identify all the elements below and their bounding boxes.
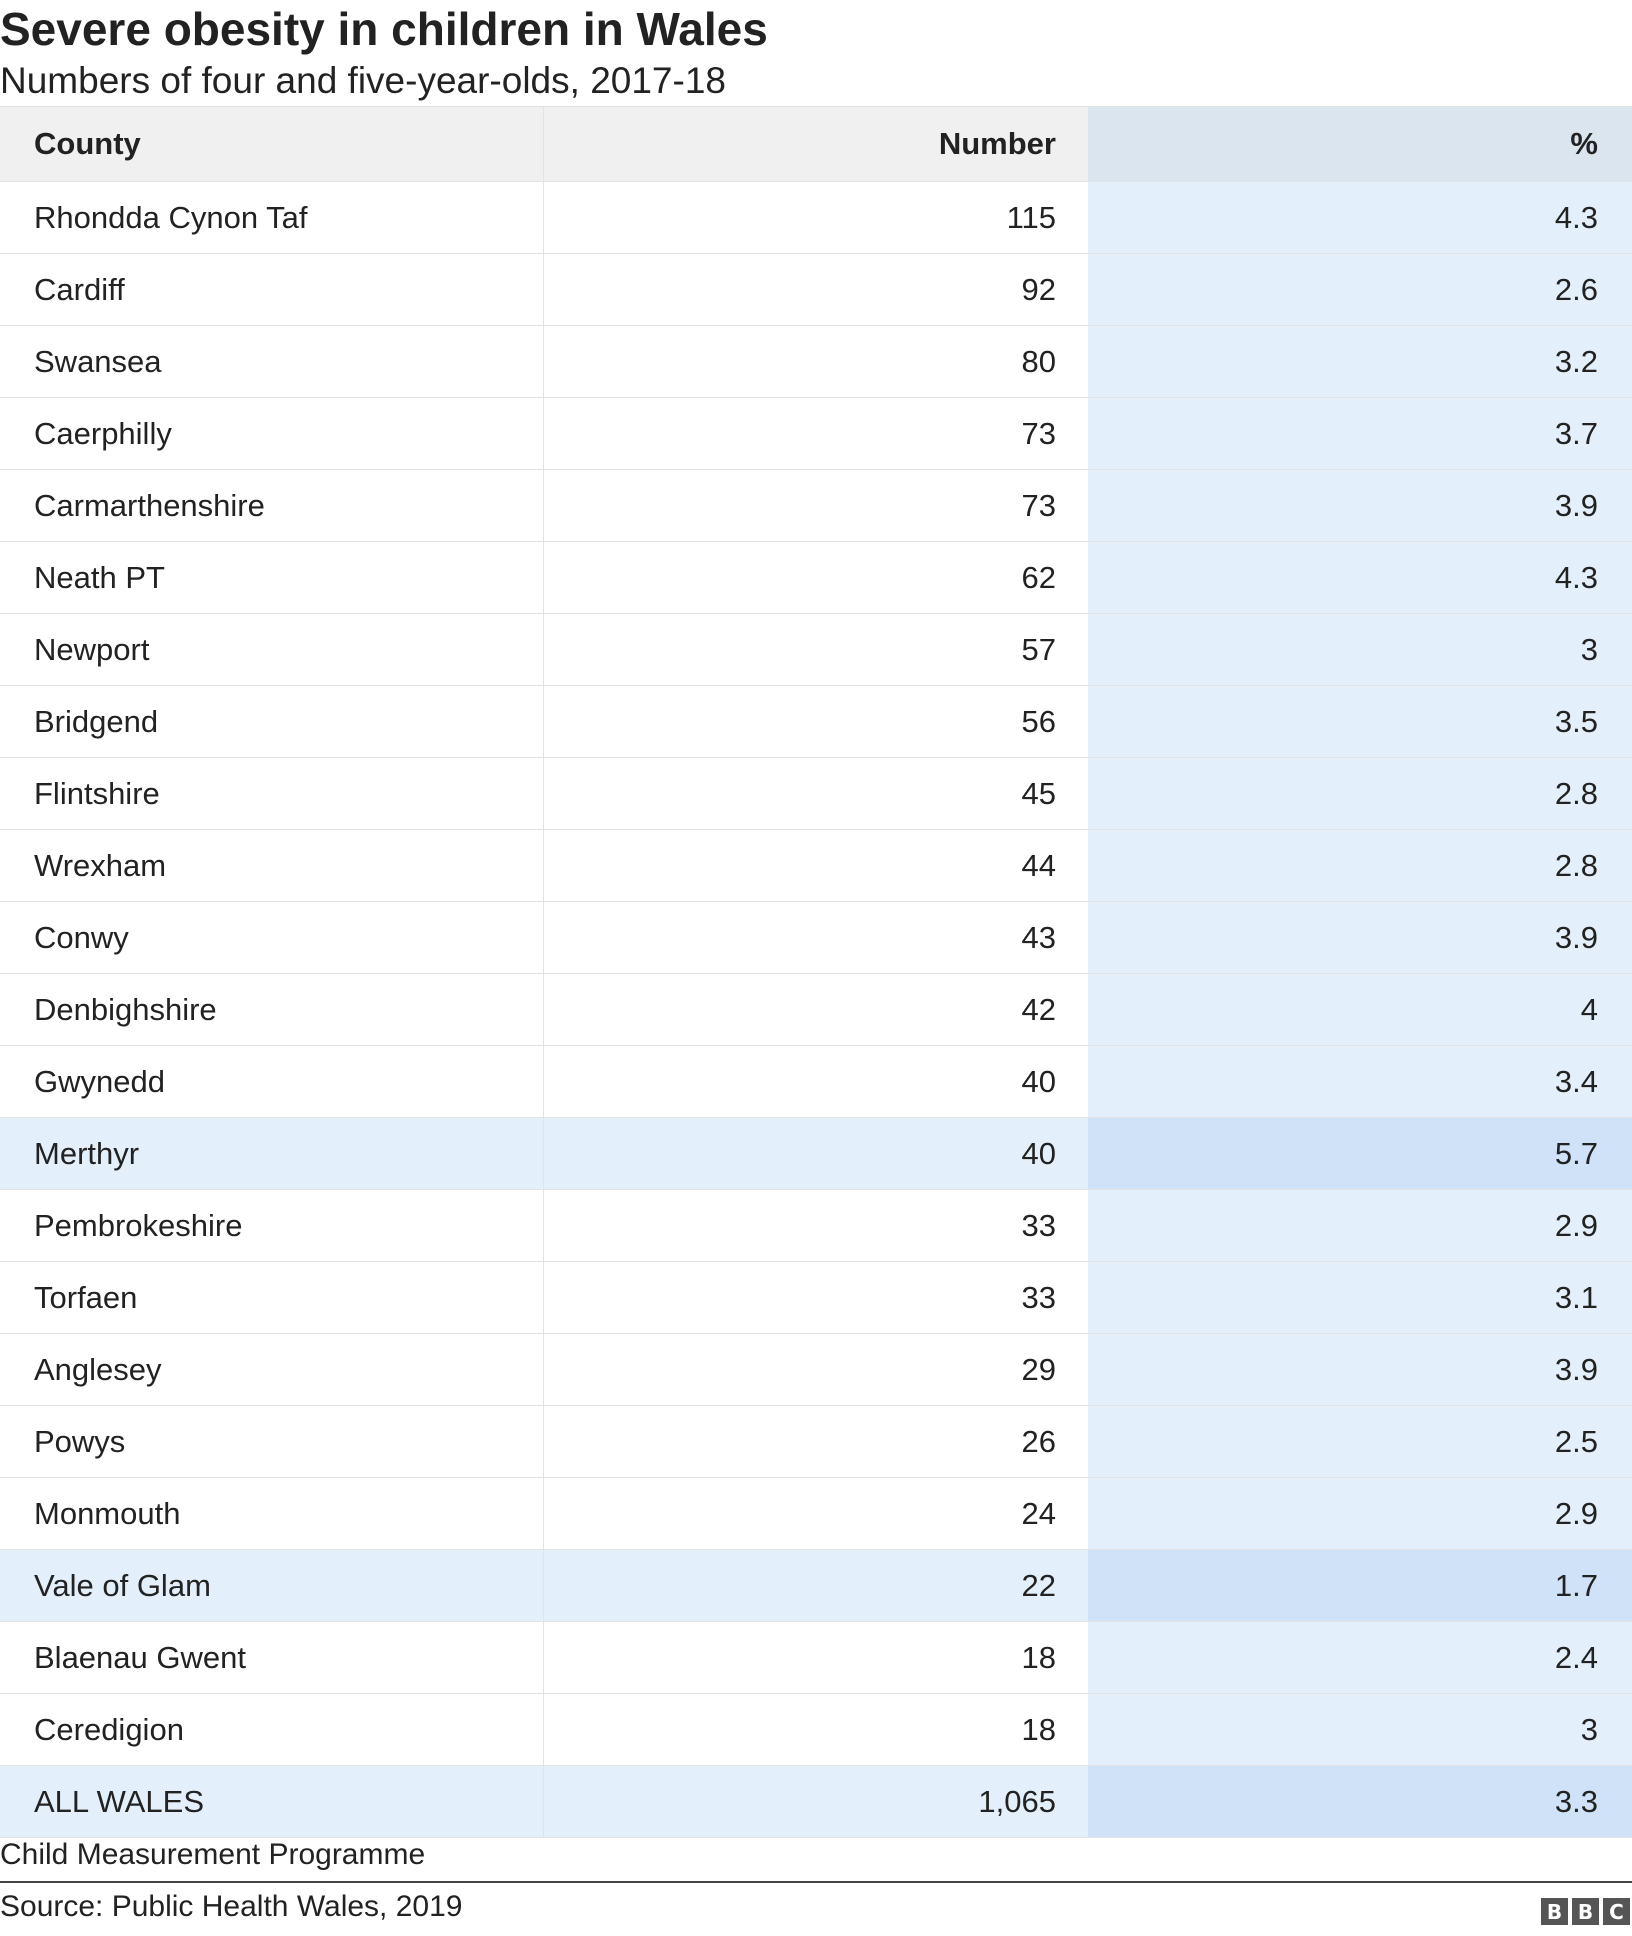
county-cell: Ceredigion (0, 1694, 544, 1765)
percent-cell: 3.9 (1088, 1334, 1632, 1405)
county-cell: Anglesey (0, 1334, 544, 1405)
table-row (0, 1622, 1632, 1694)
number-cell: 18 (1021, 1639, 1056, 1675)
footer-divider (0, 1881, 1632, 1883)
number-cell: 115 (1006, 199, 1056, 235)
table-row (0, 758, 1632, 830)
percent-cell: 1.7 (1088, 1550, 1632, 1621)
percent-cell: 4.3 (1088, 542, 1632, 613)
percent-cell: 5.7 (1088, 1118, 1632, 1189)
number-cell: 18 (1021, 1711, 1056, 1747)
table-row (0, 182, 1632, 254)
county-cell: Caerphilly (0, 398, 544, 469)
number-cell: 73 (1021, 415, 1056, 451)
county-cell: Swansea (0, 326, 544, 397)
header-percent: % (1088, 107, 1632, 181)
number-cell: 22 (544, 1550, 1088, 1621)
footnote: Child Measurement Programme (0, 1838, 426, 1871)
table-row (0, 1118, 1632, 1190)
table-row (0, 542, 1632, 614)
logo-letter: B (1541, 1898, 1568, 1925)
table-row (0, 1406, 1632, 1478)
county-cell: ALL WALES (0, 1766, 544, 1837)
number-cell: 62 (1021, 559, 1056, 595)
table-row (0, 1478, 1632, 1550)
number-cell: 33 (1021, 1207, 1056, 1243)
county-cell: Merthyr (0, 1118, 544, 1189)
number-cell: 24 (1021, 1495, 1056, 1531)
county-cell: Blaenau Gwent (0, 1622, 544, 1693)
percent-cell: 2.5 (1088, 1406, 1632, 1477)
percent-cell: 3.7 (1088, 398, 1632, 469)
percent-cell: 3.5 (1088, 686, 1632, 757)
percent-cell: 3.3 (1088, 1766, 1632, 1837)
percent-cell: 3.9 (1088, 902, 1632, 973)
chart-title: Severe obesity in children in Wales (0, 3, 768, 55)
number-cell: 42 (1021, 991, 1056, 1027)
county-cell: Vale of Glam (0, 1550, 544, 1621)
table-row (0, 1550, 1632, 1622)
table-header-row (0, 107, 1632, 182)
number-cell: 29 (1021, 1351, 1056, 1387)
county-cell: Newport (0, 614, 544, 685)
county-cell: Powys (0, 1406, 544, 1477)
chart-subtitle: Numbers of four and five-year-olds, 2017-18 (0, 60, 726, 101)
data-table (0, 106, 1632, 1838)
county-cell: Denbighshire (0, 974, 544, 1045)
table-row (0, 974, 1632, 1046)
table-row (0, 1334, 1632, 1406)
percent-cell: 2.8 (1088, 758, 1632, 829)
source-text: Source: Public Health Wales, 2019 (0, 1890, 463, 1923)
percent-cell: 4 (1088, 974, 1632, 1045)
table-row (0, 902, 1632, 974)
percent-cell: 3.1 (1088, 1262, 1632, 1333)
number-cell: 57 (1021, 631, 1056, 667)
table-body (0, 182, 1632, 1838)
number-cell: 40 (1021, 1063, 1056, 1099)
table-row (0, 326, 1632, 398)
logo-letter: B (1572, 1898, 1599, 1925)
county-cell: Flintshire (0, 758, 544, 829)
percent-cell: 2.9 (1088, 1478, 1632, 1549)
county-cell: Gwynedd (0, 1046, 544, 1117)
number-cell: 80 (1021, 343, 1056, 379)
table-row (0, 1046, 1632, 1118)
percent-cell: 3 (1088, 1694, 1632, 1765)
logo-letter: C (1603, 1898, 1630, 1925)
number-cell: 73 (1021, 487, 1056, 523)
number-cell: 45 (1021, 775, 1056, 811)
number-cell: 92 (1021, 271, 1056, 307)
table-row (0, 254, 1632, 326)
percent-cell: 2.4 (1088, 1622, 1632, 1693)
table-row (0, 398, 1632, 470)
number-cell: 44 (1021, 847, 1056, 883)
percent-cell: 4.3 (1088, 182, 1632, 253)
table-row (0, 1766, 1632, 1838)
county-cell: Torfaen (0, 1262, 544, 1333)
county-cell: Rhondda Cynon Taf (0, 182, 544, 253)
percent-cell: 2.8 (1088, 830, 1632, 901)
table-row (0, 1190, 1632, 1262)
percent-cell: 3.4 (1088, 1046, 1632, 1117)
county-cell: Monmouth (0, 1478, 544, 1549)
number-cell: 43 (1021, 919, 1056, 955)
table-row (0, 1694, 1632, 1766)
county-cell: Bridgend (0, 686, 544, 757)
percent-cell: 3 (1088, 614, 1632, 685)
county-cell: Conwy (0, 902, 544, 973)
percent-cell: 2.9 (1088, 1190, 1632, 1261)
table-row (0, 614, 1632, 686)
number-cell: 33 (1021, 1279, 1056, 1315)
percent-cell: 3.9 (1088, 470, 1632, 541)
table-row (0, 1262, 1632, 1334)
county-cell: Neath PT (0, 542, 544, 613)
number-cell: 26 (1021, 1423, 1056, 1459)
number-cell: 56 (1021, 703, 1056, 739)
number-cell: 1,065 (544, 1766, 1088, 1837)
header-number: Number (544, 107, 1088, 181)
percent-cell: 2.6 (1088, 254, 1632, 325)
bbc-logo (1541, 1898, 1630, 1925)
header-county: County (0, 107, 544, 181)
table-row (0, 470, 1632, 542)
county-cell: Carmarthenshire (0, 470, 544, 541)
county-cell: Pembrokeshire (0, 1190, 544, 1261)
percent-cell: 3.2 (1088, 326, 1632, 397)
county-cell: Wrexham (0, 830, 544, 901)
county-cell: Cardiff (0, 254, 544, 325)
number-cell: 40 (544, 1118, 1088, 1189)
table-row (0, 686, 1632, 758)
table-row (0, 830, 1632, 902)
